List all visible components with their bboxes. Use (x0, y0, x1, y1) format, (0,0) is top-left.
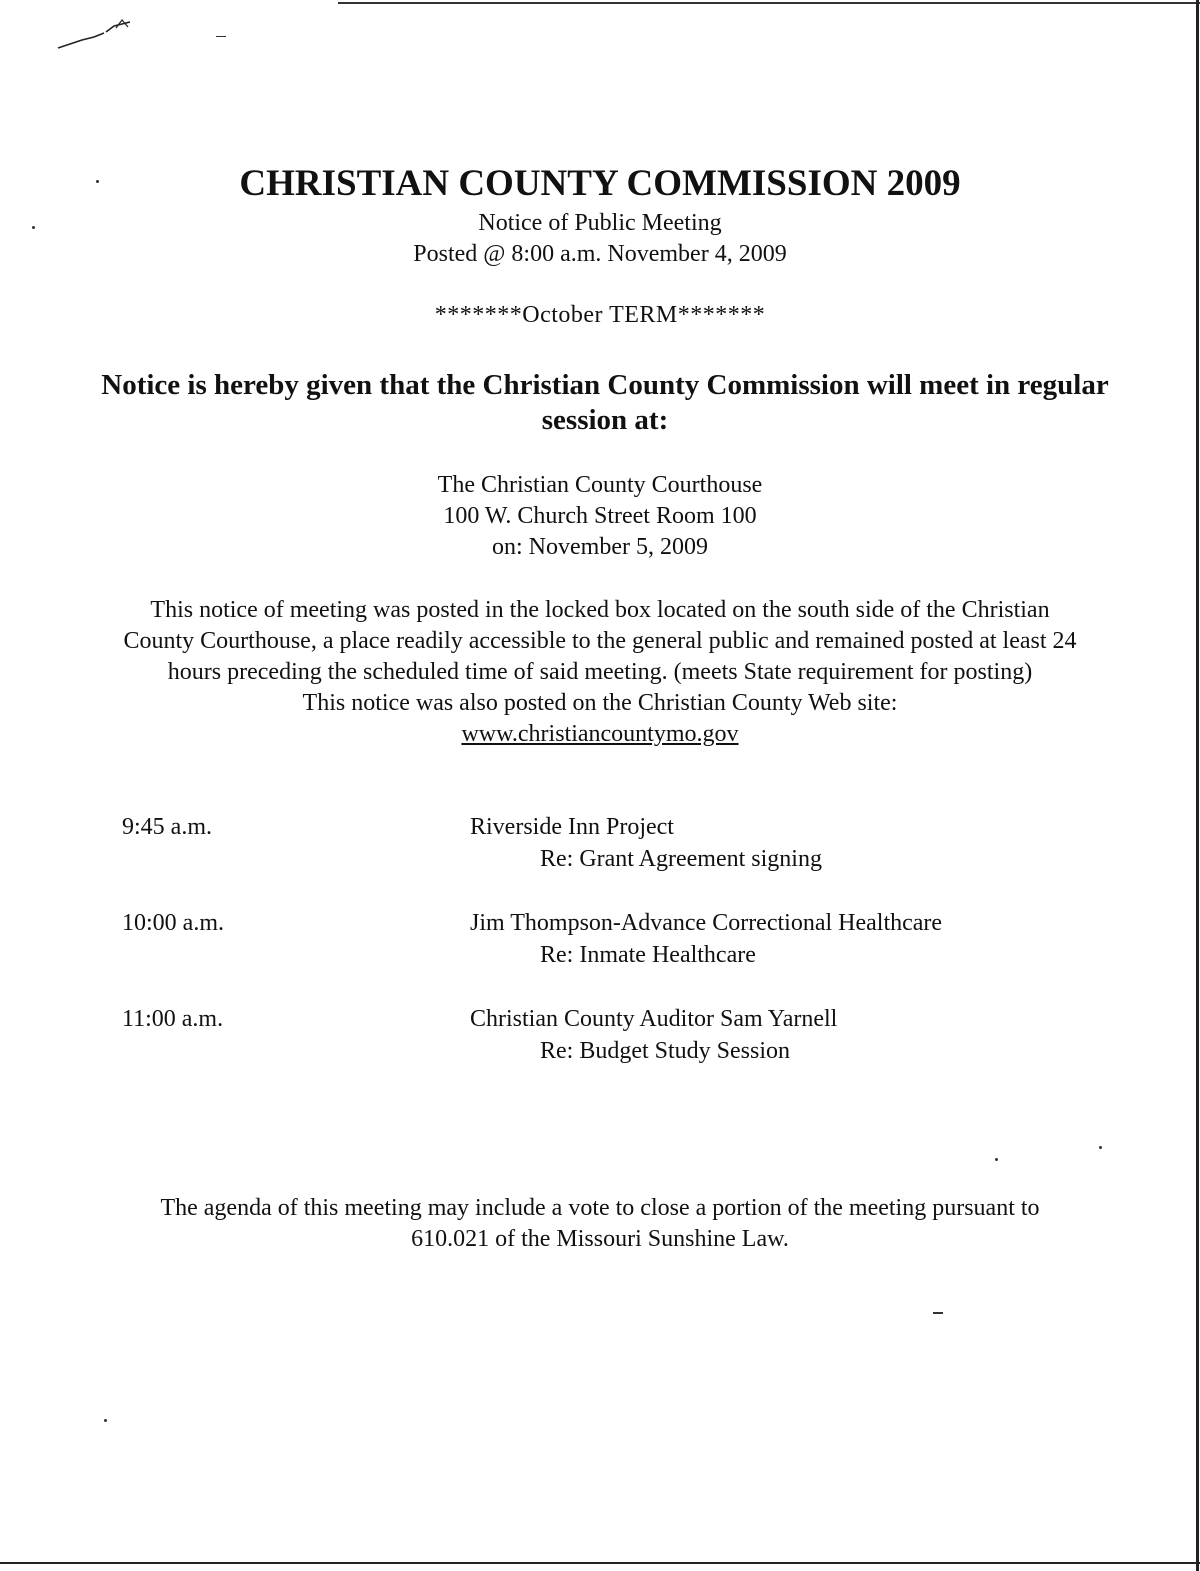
agenda-item (0, 812, 1200, 908)
scan-speck (995, 1158, 998, 1161)
website-link[interactable]: www.christiancountymo.gov (461, 721, 739, 747)
posting-line: County Courthouse, a place readily accessible to the general public and remained posted at least 24 (123, 628, 1077, 654)
posted-timestamp: Posted @ 8:00 a.m. November 4, 2009 (413, 241, 787, 267)
scan-border-bottom (0, 1562, 1200, 1564)
posting-line: This notice was also posted on the Christian County Web site: (302, 690, 898, 716)
agenda-topic: Jim Thompson-Advance Correctional Healthcare (470, 910, 943, 936)
scan-speck (104, 1419, 107, 1422)
closing-line: The agenda of this meeting may include a vote to close a portion of the meeting pursuant to (160, 1195, 1040, 1221)
agenda-item (0, 908, 1200, 1004)
meeting-location (0, 470, 1200, 563)
scan-speck (216, 36, 226, 37)
notice-statement (40, 368, 1170, 438)
closing-line: 610.021 of the Missouri Sunshine Law. (411, 1226, 789, 1252)
pen-mark (56, 18, 136, 52)
posting-paragraph (30, 595, 1170, 750)
document-subtitle: Notice of Public Meeting (478, 210, 722, 236)
agenda-topic: Christian County Auditor Sam Yarnell (470, 1006, 838, 1032)
agenda-item (0, 1004, 1200, 1100)
agenda-time: 9:45 a.m. (122, 814, 212, 840)
closing-statement (40, 1193, 1160, 1255)
agenda-topic: Riverside Inn Project (470, 814, 674, 840)
location-building: The Christian County Courthouse (437, 472, 763, 498)
document-title: CHRISTIAN COUNTY COMMISSION 2009 (239, 163, 961, 204)
agenda-time: 10:00 a.m. (122, 910, 224, 936)
posting-line: hours preceding the scheduled time of said meeting. (meets State requirement for posting) (167, 659, 1033, 685)
term-label: *******October TERM******* (434, 302, 766, 328)
meeting-date: on: November 5, 2009 (492, 534, 708, 560)
agenda-re: Re: Budget Study Session (540, 1038, 791, 1064)
agenda-list (0, 812, 1200, 1100)
agenda-re: Re: Inmate Healthcare (540, 942, 756, 968)
location-address: 100 W. Church Street Room 100 (443, 503, 757, 529)
scan-speck (933, 1312, 943, 1314)
scan-border-top (338, 2, 1200, 4)
agenda-time: 11:00 a.m. (122, 1006, 224, 1032)
agenda-re: Re: Grant Agreement signing (540, 846, 822, 872)
notice-line: session at: (541, 404, 669, 436)
notice-line: Notice is hereby given that the Christian County Commission will meet in regular (101, 369, 1109, 401)
scan-speck (1099, 1146, 1102, 1149)
posting-line: This notice of meeting was posted in the locked box located on the south side of the Christian (150, 597, 1050, 623)
